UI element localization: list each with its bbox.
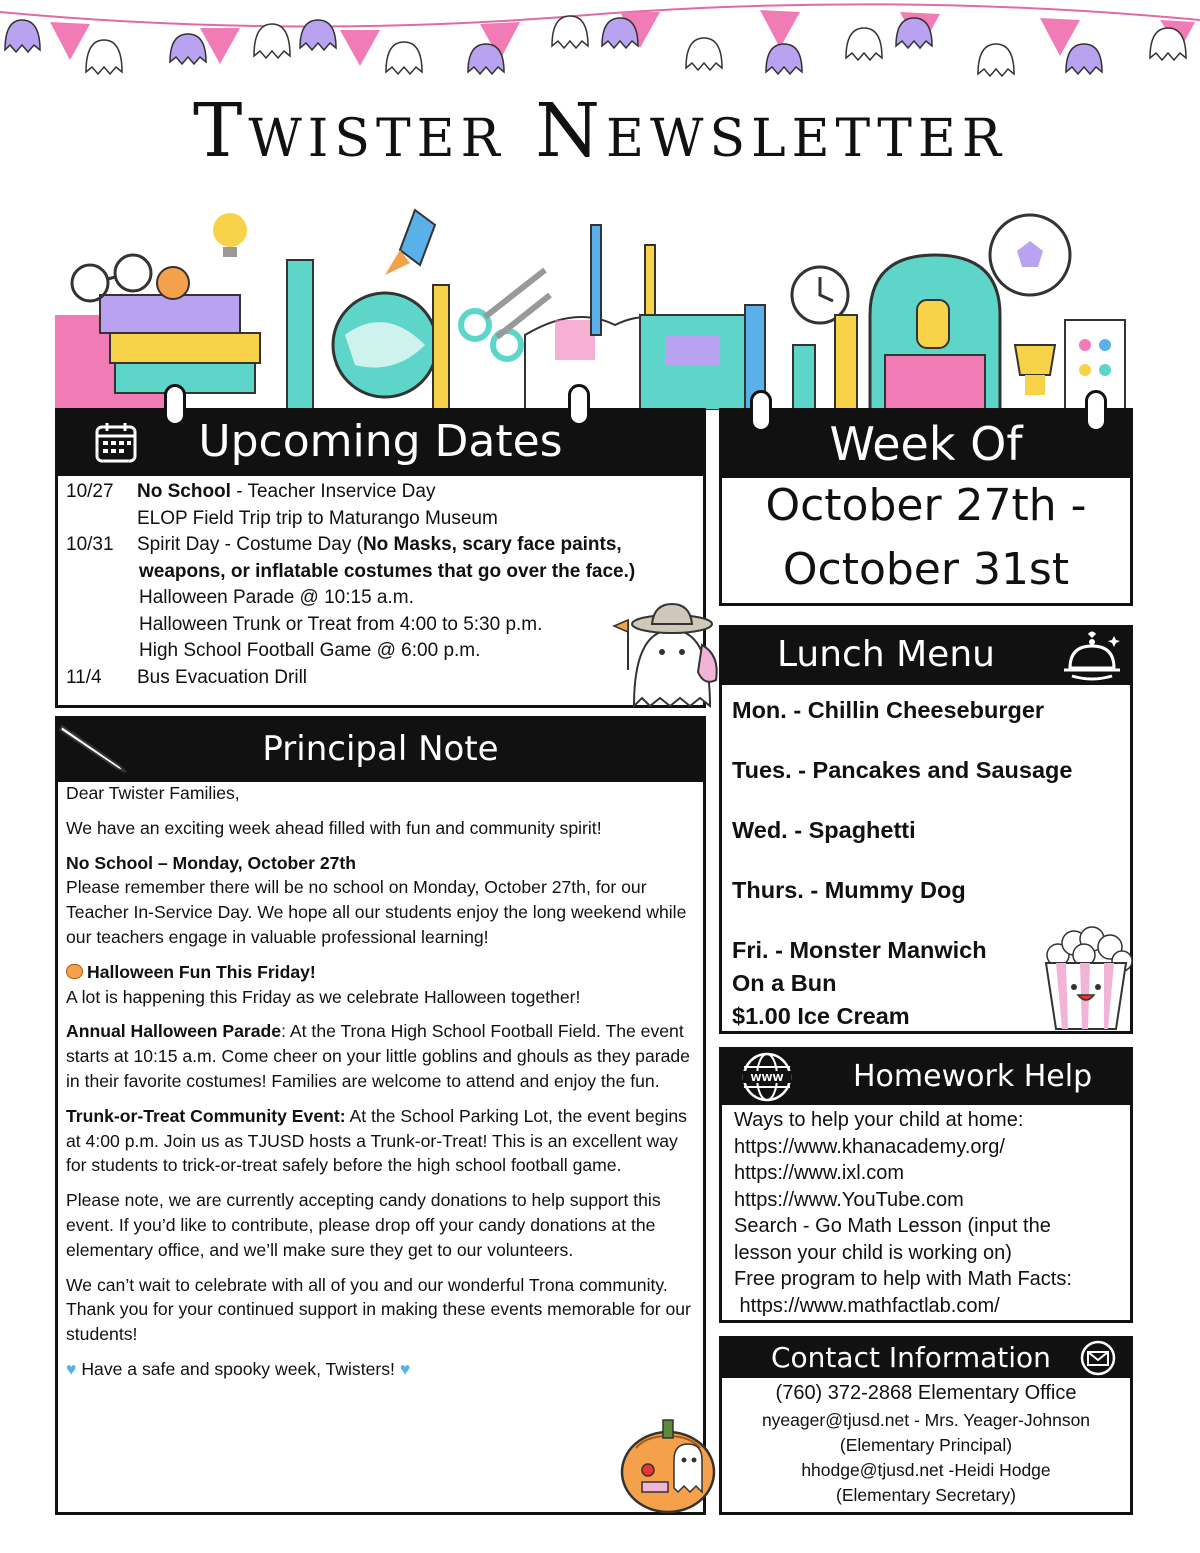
event-date: 10/27 [66,481,114,502]
note-no-school-text: Please remember there will be no school on Monday, October 27th, for our Teacher In-Service Day. We hope all our students enjoy the long weekend while our teachers engage in valuable professional learning! [66,877,687,947]
event-text: ELOP Field Trip trip to Maturango Museum [137,507,498,529]
contact-information-heading: Contact Information [771,1341,1051,1374]
lunch-item: Tues. - Pancakes and Sausage [732,757,1073,783]
event-row [66,665,706,692]
notebook-icon [640,315,750,410]
event-bold-text: No Masks, scary face paints, [362,534,622,555]
event-bold-text: weapons, or inflatable costumes that go over the face.) [139,560,636,582]
food-cloche-icon [1062,630,1122,682]
contact-information-list [722,1378,1130,1508]
ghost-purple-icons [5,18,1102,74]
books-stack-icon [55,267,260,410]
event-text: Bus Evacuation Drill [137,666,308,688]
upcoming-dates-header [55,408,706,476]
lunch-item: Wed. - Spaghetti [732,817,916,843]
upcoming-dates-list [66,479,706,691]
blue-heart-icon: ♥ [399,1358,411,1379]
event-row [66,559,706,586]
event-text: - Teacher Inservice Day [230,481,436,502]
week-end: October 31st [782,544,1070,595]
event-row [66,506,706,533]
binder-ring-icon [750,390,772,432]
note-closing: We can’t wait to celebrate with all of you and our wonderful Trona community. Thank you for your continued support in making these events memorable for our students! [66,1274,691,1345]
ghost-explorer-icon [612,600,724,708]
note-halloween [66,960,702,1010]
note-parade-heading: Annual Halloween Parade [66,1021,282,1042]
homework-help-list [734,1107,1130,1319]
globe-www-icon [740,1051,794,1103]
note-candy: Please note, we are currently accepting candy donations to help support this event. If you’d like to contribute, please drop off your candy donations at the elementary office, and we’ll make sure they get to our volunteers. [66,1190,661,1260]
homework-line: Search - Go Math Lesson (input the [734,1215,1051,1237]
contact-principal-email[interactable]: nyeager@tjusd.net - Mrs. Yeager-Johnson [761,1410,1091,1430]
principal-note-header [55,716,706,782]
homework-line: Free program to help with Math Facts: [734,1268,1072,1290]
homework-link[interactable]: https://www.ixl.com [734,1162,905,1184]
note-trunk-heading: Trunk-or-Treat Community Event: [66,1105,346,1126]
upcoming-dates-heading: Upcoming Dates [198,416,563,467]
event-row [66,585,706,612]
contact-principal-role: (Elementary Principal) [839,1435,1013,1455]
pumpkin-icon [66,964,83,979]
note-no-school [66,851,702,950]
pencil-icon [433,285,449,410]
principal-note-body [66,781,702,1392]
contact-phone[interactable]: (760) 372-2868 Elementary Office [775,1382,1077,1404]
trophy-icon [1015,345,1055,395]
contact-secretary-role: (Elementary Secretary) [836,1485,1016,1505]
note-trunk-text: At the School Parking Lot, the event begins at 4:00 p.m. Join us as TJUSD hosts a Trunk-or-Treat! This is an excellent way for students to trick-or-treat safely before the high school football game. [66,1105,687,1176]
homework-link[interactable]: https://www.khanacademy.org/ [734,1135,1005,1158]
rocket-icon [385,210,435,275]
binder-ring-icon [1085,390,1107,432]
event-row [66,532,706,559]
note-intro: We have an exciting week ahead filled with fun and community spirit! [66,817,602,838]
binder-ring-icon [164,384,186,426]
lightbulb-icon [213,213,247,257]
principal-note-heading: Principal Note [262,729,499,769]
backpack-icon [870,255,1000,410]
week-start: October 27th - [765,480,1087,531]
note-parade [66,1019,702,1093]
event-text: Halloween Parade @ 10:15 a.m. [139,587,414,608]
event-text: Spirit Day - Costume Day ( [137,534,363,555]
event-date: 11/4 [66,666,102,688]
lunch-item-ice-cream: $1.00 Ice Cream [732,1003,910,1029]
note-halloween-text: A lot is happening this Friday as we celebrate Halloween together! [66,986,581,1007]
soccer-ball-icon [990,215,1070,295]
lunch-item-friday-extra: On a Bun [732,970,837,996]
homework-link[interactable]: https://www.YouTube.com [734,1188,964,1211]
week-date-range [722,474,1130,602]
contact-information-header [719,1336,1133,1378]
event-text: High School Football Game @ 6:00 p.m. [139,640,481,661]
event-row [66,479,706,506]
bunting-decoration [0,0,1200,90]
school-supplies-illustration [55,205,1133,410]
note-signoff-text: Have a safe and spooky week, Twisters! [81,1358,395,1379]
email-envelope-icon [1078,1339,1118,1377]
homework-help-heading: Homework Help [853,1059,1093,1094]
pen-icon [58,722,130,774]
event-date: 10/31 [66,534,114,555]
homework-link[interactable]: https://www.mathfactlab.com/ [734,1294,1000,1317]
pumpkin-ghost-icon [616,1408,720,1514]
event-row [66,612,706,639]
calendar-icon [94,420,138,464]
binder-ring-icon [568,384,590,426]
globe-www-label: WWW [750,1073,784,1084]
lunch-item: Thurs. - Mummy Dog [732,877,966,903]
popcorn-icon [1038,925,1134,1031]
note-greeting: Dear Twister Families, [66,783,240,803]
note-halloween-heading: Halloween Fun This Friday! [87,961,316,982]
note-no-school-heading: No School – Monday, October 27th [66,852,357,873]
week-of-heading: Week Of [829,417,1023,471]
event-text: Halloween Trunk or Treat from 4:00 to 5:30 p.m. [139,613,543,635]
lunch-item-friday: Fri. - Monster Manwich [732,937,987,963]
blue-heart-icon: ♥ [66,1358,77,1379]
note-parade-text: : At the Trona High School Football Field. The event starts at 10:15 a.m. Come cheer on your little goblins and ghouls as they parade in their favorite costumes! Families are welcome to attend and enjoy the fun. [66,1021,690,1091]
note-trunk [66,1104,702,1178]
lunch-menu-heading: Lunch Menu [777,634,995,675]
ruler-icon [287,260,313,410]
homework-line: Ways to help your child at home: [734,1109,1024,1131]
globe-icon [333,293,437,397]
event-bold-text: No School [137,481,231,502]
week-of-header [719,408,1133,478]
contact-secretary-email[interactable]: hhodge@tjusd.net -Heidi Hodge [801,1460,1051,1480]
event-row [66,638,706,665]
newsletter-title: Twister Newsletter [193,88,1007,174]
lunch-item: Mon. - Chillin Cheeseburger [732,697,1045,723]
homework-line: lesson your child is working on) [734,1241,1012,1264]
note-signoff [66,1357,702,1382]
